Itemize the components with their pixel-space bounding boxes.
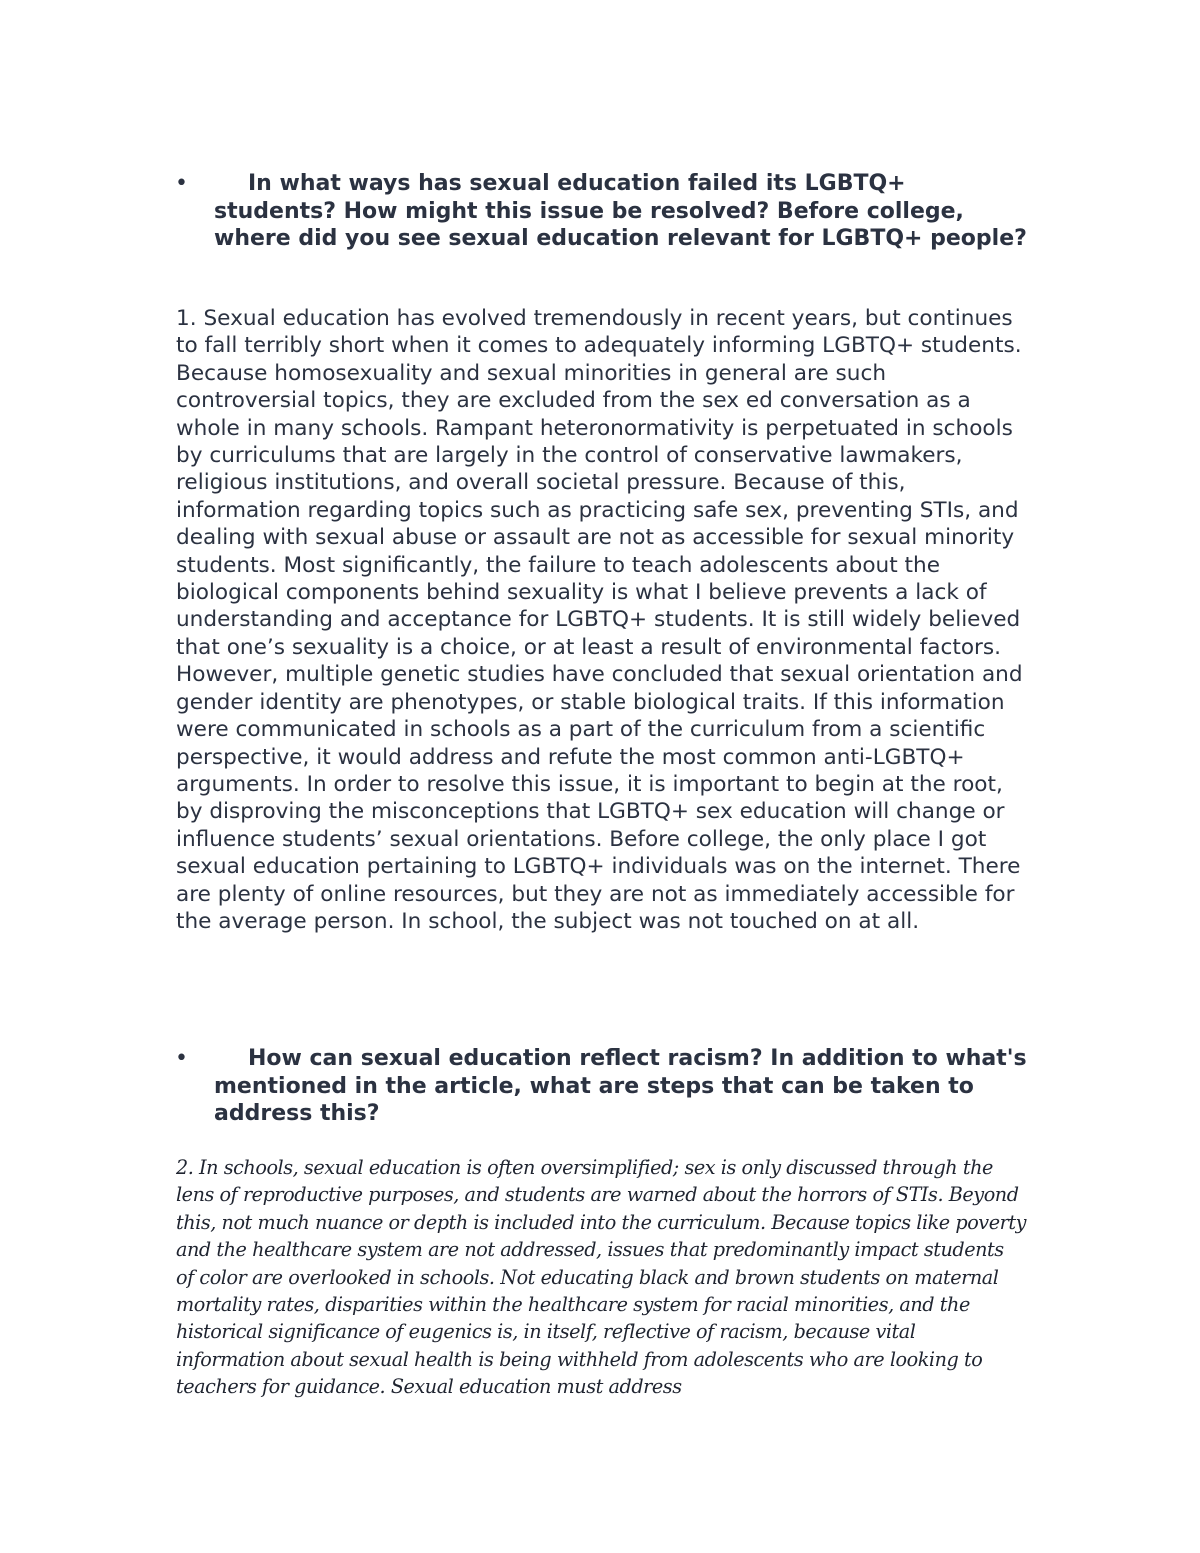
answer-1: [176, 305, 1026, 935]
answer-1-text: 1. Sexual education has evolved tremendously in recent years, but continues to fall terribly short when it comes to adequately informing LGBTQ+ students. Because homosexuality and sexual minorities in general are such controversial topics, they are excluded from the sex ed conversation as a whole in many schools. Rampant heteronormativity is perpetuated in schools by curriculums that are largely in the control of conservative lawmakers, religious institutions, and overall societal pressure. Because of this, information regarding topics such as practicing safe sex, preventing STIs, and dealing with sexual abuse or assault are not as accessible for sexual minority students. Most significantly, the failure to teach adolescents about the biological components behind sexuality is what I believe prevents a lack of understanding and acceptance for LGBTQ+ students. It is still widely believed that one’s sexuality is a choice, or at least a result of environmental factors. However, multiple genetic studies have concluded that sexual orientation and gender identity are phenotypes, or stable biological traits. If this information were communicated in schools as a part of the curriculum from a scientific perspective, it would address and refute the most common anti-LGBTQ+ arguments. In order to resolve this issue, it is important to begin at the root, by disproving the misconceptions that LGBTQ+ sex education will change or influence students’ sexual orientations. Before college, the only place I got sexual education pertaining to LGBTQ+ individuals was on the internet. There are plenty of online resources, but they are not as immediately accessible for the average person. In school, the subject was not touched on at all.: [176, 306, 1023, 934]
answer-2: [176, 1154, 1026, 1401]
bullet-icon: •: [175, 1046, 188, 1071]
question-2-text: How can sexual education reflect racism? In addition to what's mentioned in the article, what are steps that can be taken to address this?: [214, 1046, 1027, 1126]
bullet-icon: •: [175, 171, 188, 196]
question-1-text: In what ways has sexual education failed its LGBTQ+ students? How might this issue be resolved? Before college, where did you see sexual education relevant for LGBTQ+ people?: [214, 171, 1027, 251]
answer-2-text: 2. In schools, sexual education is often oversimplified; sex is only discussed through the lens of reproductive purposes, and students are warned about the horrors of STIs. Beyond this, not much nuance or depth is included into the curriculum. Because topics like poverty and the healthcare system are not addressed, issues that predominantly impact students of color are overlooked in schools. Not educating black and brown students on maternal mortality rates, disparities within the healthcare system for racial minorities, and the historical significance of eugenics is, in itself, reflective of racism, because vital information about sexual health is being withheld from adolescents who are looking to teachers for guidance. Sexual education must address: [176, 1156, 1026, 1399]
